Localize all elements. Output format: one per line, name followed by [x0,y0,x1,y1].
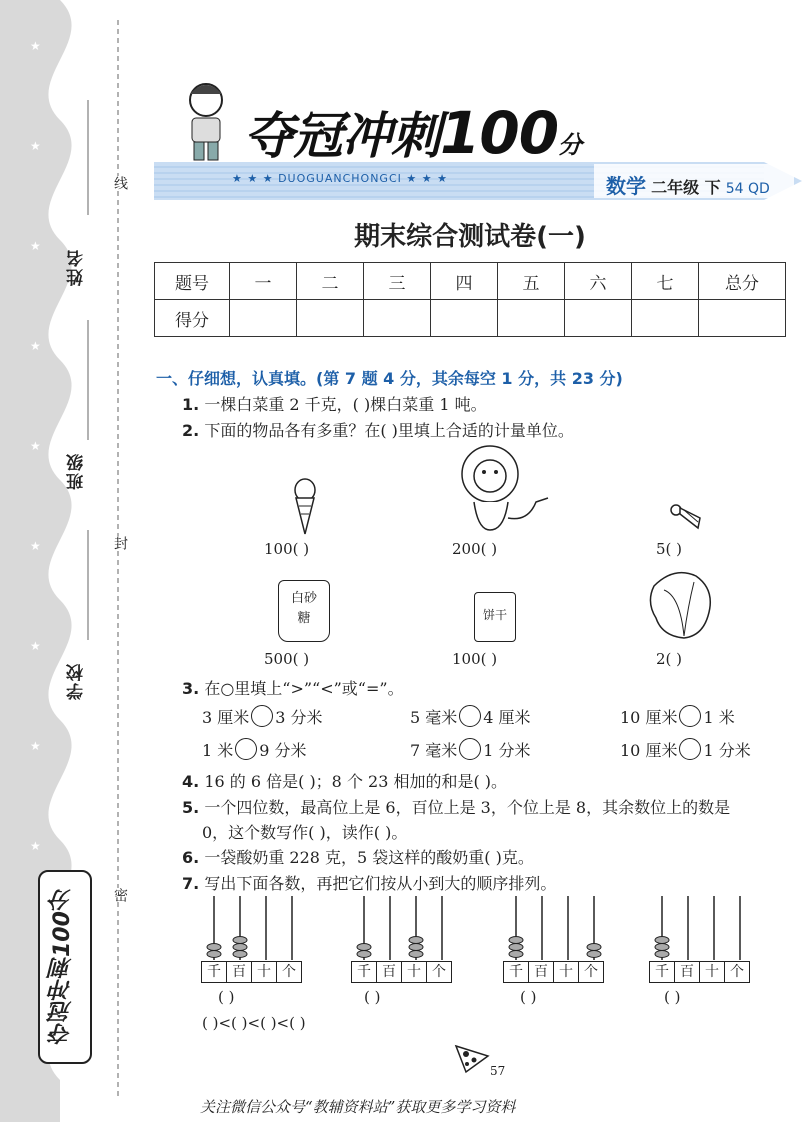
place-label: 千 [503,961,529,983]
compare-item [202,705,323,728]
question-text: 16 的 6 倍是( )；8 个 23 相加的和是( )。 [204,772,508,791]
table-header-cell: 三 [364,263,431,300]
exam-title: 期末综合测试卷(一) [354,222,586,252]
question-4 [182,769,507,792]
cut-mark-mi: 密 [112,888,128,902]
item-weight-sugar[interactable]: 500( ) [264,650,310,668]
question-1 [182,392,487,415]
subject-grade [606,170,770,199]
score-cell[interactable] [431,300,498,337]
class-label: 班级 [67,452,87,490]
pizza-slice-icon [452,1040,492,1074]
compare-left: 1 米 [202,741,234,760]
cabbage-icon [644,566,716,642]
question-text: 写出下面各数，再把它们按从小到大的顺序排列。 [204,874,557,893]
compare-right: 1 分米 [703,741,751,760]
table-header-cell: 二 [297,263,364,300]
item-weight-ice-cream[interactable]: 100( ) [264,540,310,558]
brand-title-text: 夺冠冲刺 [244,107,440,165]
grade-label: 二年级 下 [651,178,721,197]
place-label: 个 [578,961,604,983]
abacus-place-labels [352,961,452,983]
place-label: 个 [724,961,750,983]
shuttlecock-icon [668,500,702,534]
question-number: 6. [182,848,200,867]
score-cell[interactable] [297,300,364,337]
question-3 [182,676,404,699]
biscuit-pack-icon [474,592,516,642]
svg-text:★: ★ [30,239,41,253]
score-cell[interactable] [230,300,297,337]
compare-circle[interactable] [459,705,481,727]
order-answer-line[interactable]: ( )<( )<( )<( ) [202,1014,306,1032]
compare-item [620,738,751,761]
table-header-cell: 六 [565,263,632,300]
sugar-bag-icon [278,580,330,642]
score-cell[interactable] [498,300,565,337]
question-text: 一棵白菜重 2 千克，( )棵白菜重 1 吨。 [204,395,487,414]
abacus-place-labels [202,961,302,983]
table-header-cell: 五 [498,263,565,300]
question-number: 2. [182,421,200,440]
table-header-cell: 七 [632,263,699,300]
compare-item [410,738,531,761]
svg-text:★: ★ [30,739,41,753]
score-cell[interactable] [699,300,786,337]
cut-mark-feng: 封 [112,536,128,550]
question-text: 一个四位数，最高位上是 6，百位上是 3，个位上是 8，其余数位上的数是 [204,798,731,817]
item-weight-cabbage[interactable]: 2( ) [656,650,683,668]
compare-left: 10 厘米 [620,741,678,760]
compare-circle[interactable] [459,738,481,760]
brand-pinyin: ★ ★ ★ DUOGUANCHONGCI ★ ★ ★ [232,172,448,185]
compare-right: 9 分米 [259,741,307,760]
item-weight-shuttlecock[interactable]: 5( ) [656,540,683,558]
table-row [155,300,786,337]
svg-text:★: ★ [30,339,41,353]
biscuit-pack-text: 饼干 [482,608,507,622]
score-cell[interactable] [565,300,632,337]
place-label: 百 [376,961,402,983]
abacus-answer-blank[interactable]: ( ) [364,988,381,1006]
compare-left: 10 厘米 [620,708,678,727]
brand-title-number: 100 [440,99,559,167]
binding-gutter [0,0,132,1122]
abacus-place-labels [650,961,750,983]
pinyin-text: DUOGUANCHONGCI [278,172,402,185]
brand-title [244,96,581,168]
place-label: 百 [528,961,554,983]
svg-text:★: ★ [30,639,41,653]
compare-left: 3 厘米 [202,708,250,727]
question-number: 5. [182,798,200,817]
place-label: 百 [674,961,700,983]
score-table [154,262,786,337]
compare-item [202,738,307,761]
page-number: 57 [490,1064,506,1078]
question-2 [182,418,574,441]
abacus-answer-blank[interactable]: ( ) [218,988,235,1006]
place-label: 百 [226,961,252,983]
table-header-cell: 总分 [699,263,786,300]
item-weight-lion[interactable]: 200( ) [452,540,498,558]
question-5 [182,795,730,818]
question-text: 一袋酸奶重 228 克，5 袋这样的酸奶重( )克。 [204,848,534,867]
header-banner [154,78,804,208]
place-label: 千 [201,961,227,983]
svg-text:★: ★ [30,539,41,553]
sugar-bag-text: 白砂糖 [290,591,317,626]
compare-circle[interactable] [235,738,257,760]
boy-mascot-icon [172,80,242,170]
abacus-answer-blank[interactable]: ( ) [664,988,681,1006]
cut-mark-xian: 线 [112,176,128,190]
compare-right: 3 分米 [275,708,323,727]
compare-circle[interactable] [679,738,701,760]
question-5-continued: 0，这个数写作( )，读作( )。 [202,823,408,842]
place-label: 十 [401,961,427,983]
question-text: 在○里填上“>”“<”或“=”。 [204,679,404,698]
compare-item [620,705,735,728]
name-label: 姓名 [67,248,87,286]
score-row-label: 得分 [155,300,230,337]
ice-cream-icon [290,476,320,536]
item-weight-biscuit[interactable]: 100( ) [452,650,498,668]
question-number: 3. [182,679,200,698]
abacus-group [200,894,760,960]
abacus-place-labels [504,961,604,983]
table-header-cell: 四 [431,263,498,300]
place-label: 十 [251,961,277,983]
question-text: 下面的物品各有多重？在( )里填上合适的计量单位。 [204,421,574,440]
question-number: 4. [182,772,200,791]
question-number: 7. [182,874,200,893]
score-cell[interactable] [632,300,699,337]
svg-text:★: ★ [30,139,41,153]
abacus-answer-blank[interactable]: ( ) [520,988,537,1006]
compare-left: 7 毫米 [410,741,458,760]
compare-circle[interactable] [679,705,701,727]
place-label: 十 [699,961,725,983]
lion-icon [458,442,554,532]
brand-title-fen: 分 [558,131,582,159]
question-6 [182,845,534,868]
edition-code: 54 QD [725,181,770,197]
place-label: 千 [649,961,675,983]
svg-text:★: ★ [30,439,41,453]
svg-text:★: ★ [30,839,41,853]
question-number: 1. [182,395,200,414]
compare-circle[interactable] [251,705,273,727]
subject-label: 数学 [606,174,646,198]
place-label: 个 [276,961,302,983]
gutter-badge-logo: 夺冠冲刺100分 [38,870,92,1064]
table-header-cell: 题号 [155,263,230,300]
svg-text:★: ★ [30,39,41,53]
table-row [155,263,786,300]
score-cell[interactable] [364,300,431,337]
compare-right: 4 厘米 [483,708,531,727]
compare-right: 1 分米 [483,741,531,760]
place-label: 十 [553,961,579,983]
compare-left: 5 毫米 [410,708,458,727]
question-7 [182,871,556,894]
place-label: 个 [426,961,452,983]
place-label: 千 [351,961,377,983]
footer-note: 关注微信公众号“教辅资料站”获取更多学习资料 [200,1098,516,1116]
school-label: 学校 [67,662,87,700]
compare-item [410,705,531,728]
section-heading: 一、仔细想，认真填。(第 7 题 4 分，其余每空 1 分，共 23 分) [156,369,623,388]
compare-right: 1 米 [703,708,735,727]
table-header-cell: 一 [230,263,297,300]
